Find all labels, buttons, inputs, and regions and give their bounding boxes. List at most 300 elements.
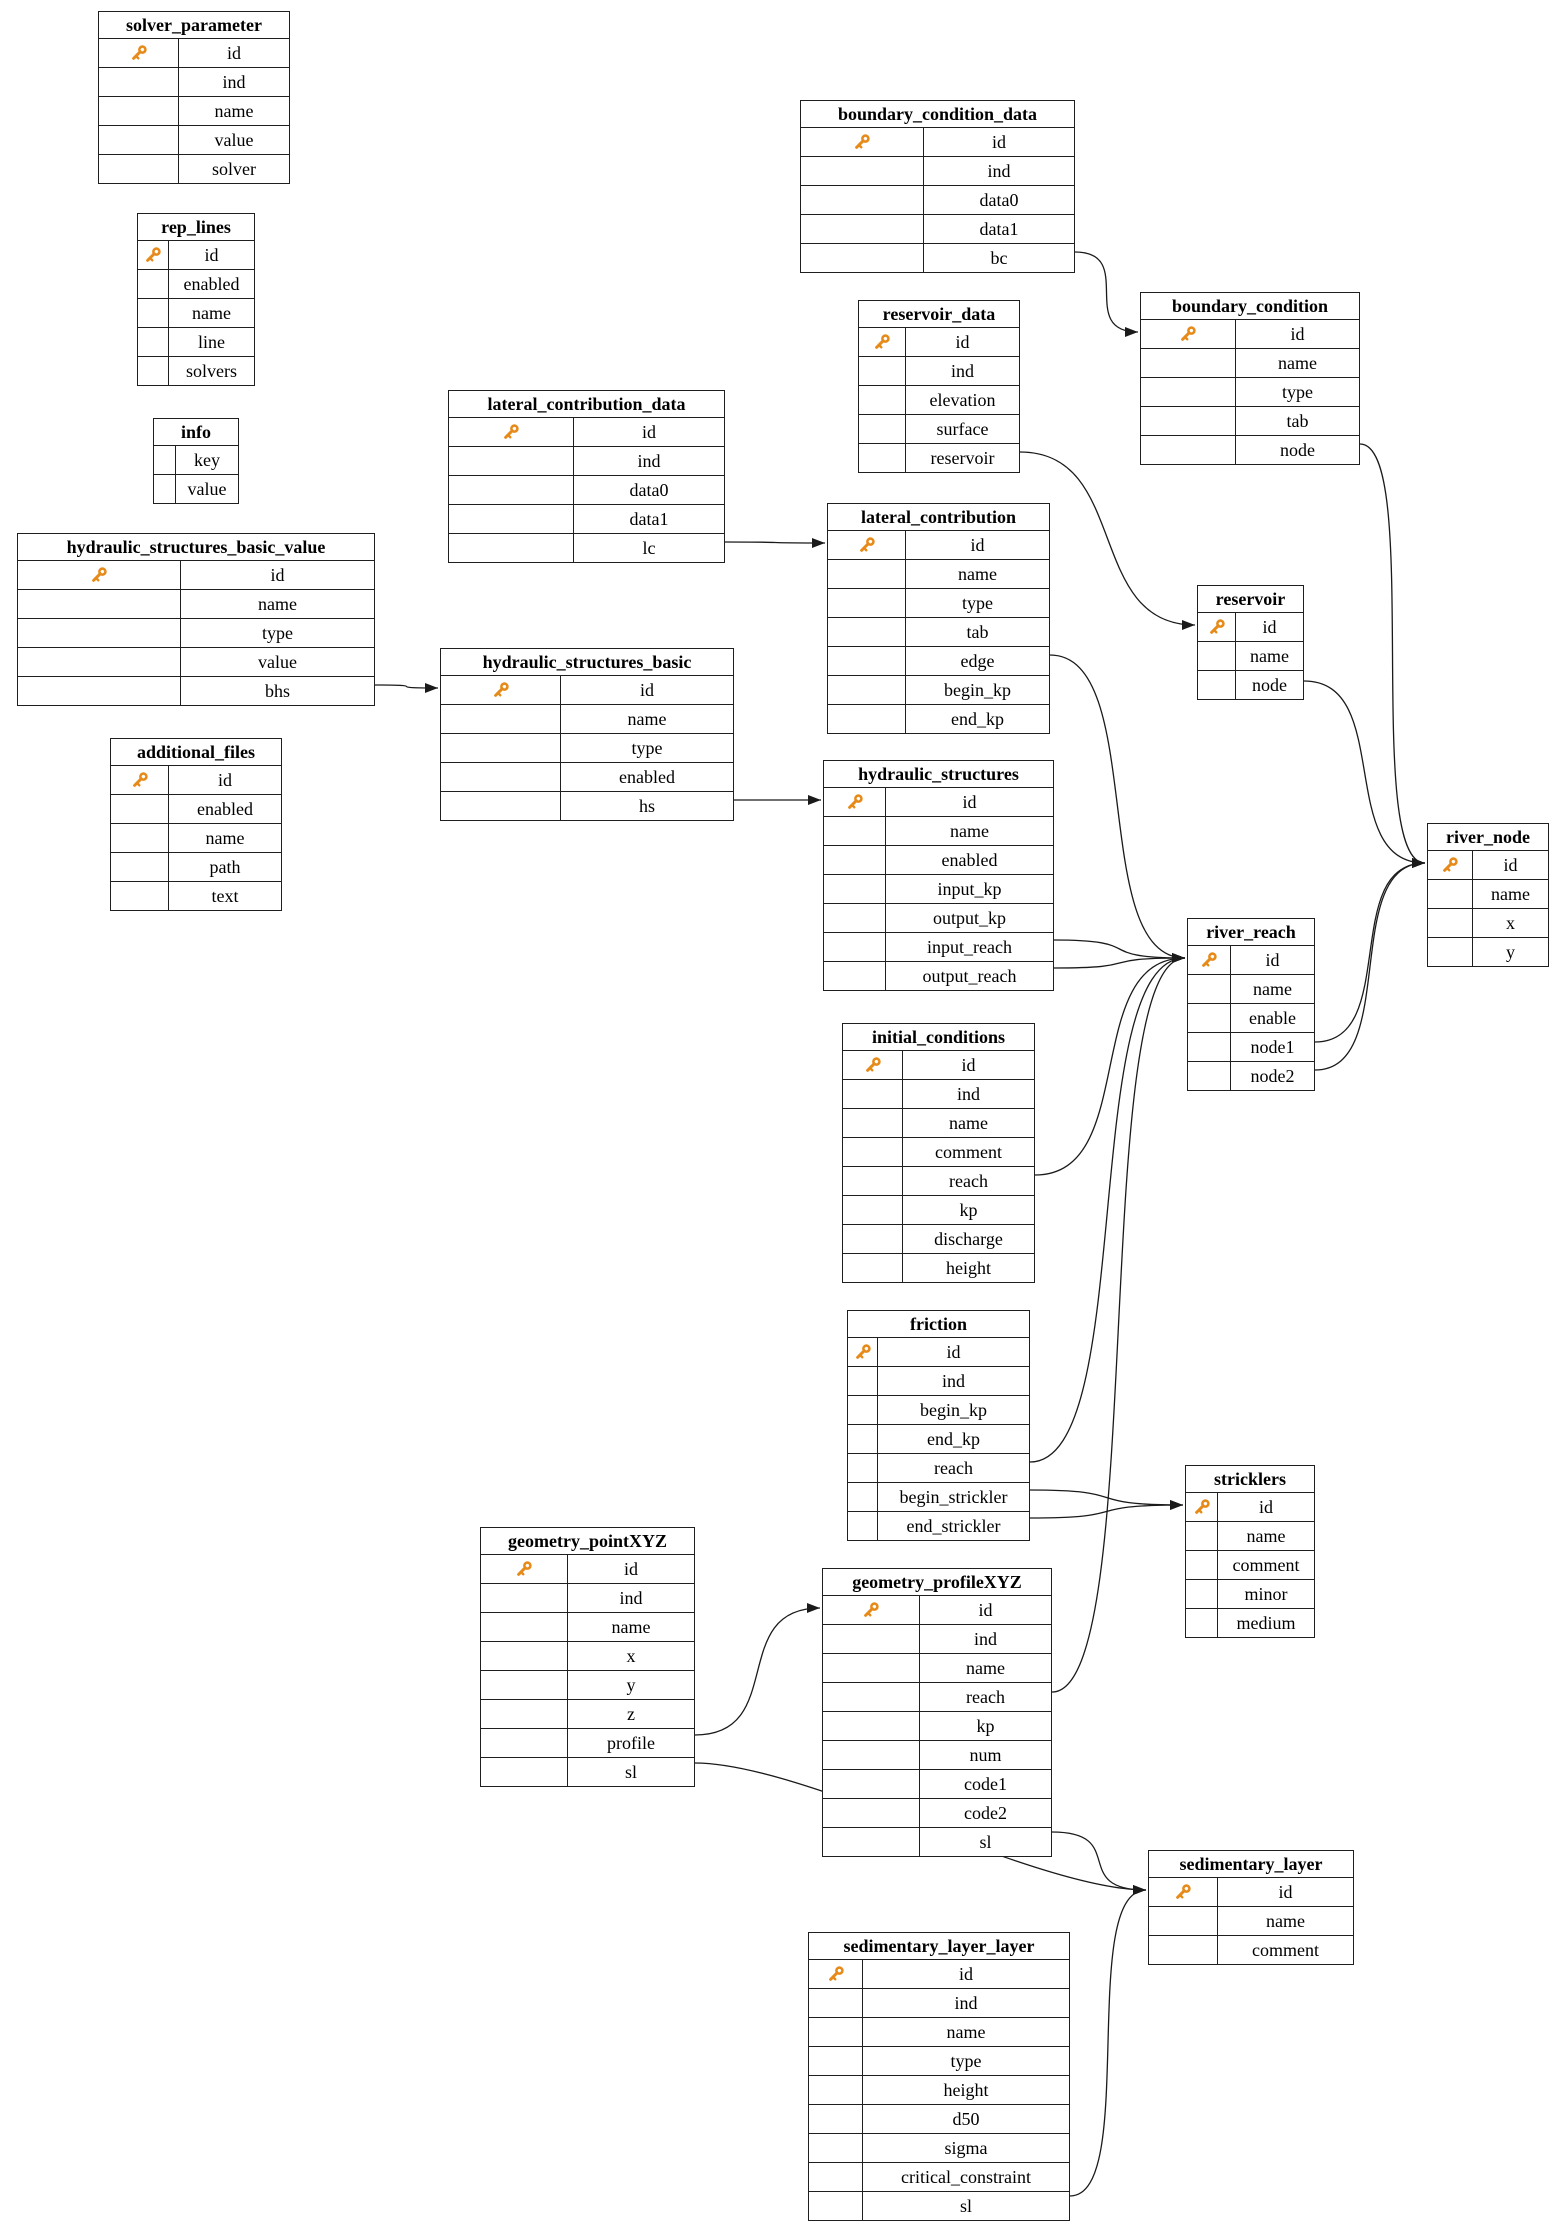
field-label: input_kp bbox=[937, 878, 1002, 899]
table-row bbox=[859, 415, 1019, 444]
table-title: solver_parameter bbox=[99, 12, 289, 39]
field-label: id bbox=[1262, 616, 1277, 637]
field-label: type bbox=[950, 2050, 982, 2071]
table-row bbox=[843, 1225, 1034, 1254]
key-cell-empty bbox=[99, 126, 179, 154]
field-label: ind bbox=[987, 160, 1011, 181]
field-label: name bbox=[946, 2021, 986, 2042]
primary-key-icon bbox=[491, 680, 511, 700]
key-cell-empty bbox=[824, 875, 886, 903]
field-label: name bbox=[1266, 1910, 1305, 1931]
edge-boundary_condition.node-to-river_node bbox=[1360, 444, 1425, 863]
table-title: river_node bbox=[1428, 824, 1548, 851]
field-label: num bbox=[969, 1744, 1002, 1765]
field-label: id bbox=[978, 1599, 993, 1620]
table-hydraulic_structures bbox=[823, 760, 1054, 991]
key-cell-empty bbox=[138, 270, 169, 298]
field-label: reach bbox=[934, 1457, 973, 1478]
key-cell-empty bbox=[481, 1700, 568, 1728]
table-row bbox=[1188, 946, 1314, 975]
field-label: id bbox=[961, 1054, 976, 1075]
table-title: sedimentary_layer bbox=[1149, 1851, 1353, 1878]
field-label: reach bbox=[949, 1170, 988, 1191]
table-row bbox=[843, 1254, 1034, 1282]
primary-key-icon bbox=[857, 535, 877, 555]
field-label: minor bbox=[1244, 1583, 1288, 1604]
field-label: ind bbox=[637, 450, 661, 471]
table-row bbox=[809, 2076, 1069, 2105]
key-cell-empty bbox=[809, 2018, 863, 2046]
table-river_node bbox=[1427, 823, 1549, 967]
primary-key-cell bbox=[18, 561, 181, 589]
key-cell-empty bbox=[441, 792, 561, 820]
table-sedimentary_layer_layer bbox=[808, 1932, 1070, 2221]
key-cell-empty bbox=[828, 618, 906, 646]
key-cell-empty bbox=[809, 2047, 863, 2075]
table-row bbox=[801, 244, 1074, 272]
key-cell-empty bbox=[801, 215, 924, 243]
table-row bbox=[111, 795, 281, 824]
table-row bbox=[848, 1483, 1029, 1512]
table-row bbox=[481, 1584, 694, 1613]
key-cell-empty bbox=[843, 1109, 903, 1137]
key-cell-empty bbox=[481, 1729, 568, 1757]
field-label: name bbox=[1250, 645, 1289, 666]
key-cell-empty bbox=[823, 1625, 920, 1653]
primary-key-cell bbox=[843, 1051, 903, 1079]
table-row bbox=[823, 1596, 1051, 1625]
field-label: enabled bbox=[197, 798, 253, 819]
table-title: lateral_contribution_data bbox=[449, 391, 724, 418]
field-label: name bbox=[627, 708, 667, 729]
field-label: x bbox=[1506, 912, 1515, 933]
table-row bbox=[481, 1555, 694, 1584]
key-cell-empty bbox=[843, 1080, 903, 1108]
table-additional_files bbox=[110, 738, 282, 911]
field-label: ind bbox=[973, 1628, 997, 1649]
table-title: sedimentary_layer_layer bbox=[809, 1933, 1069, 1960]
key-cell-empty bbox=[138, 299, 169, 327]
table-row bbox=[848, 1396, 1029, 1425]
field-label: enable bbox=[1249, 1007, 1296, 1028]
table-row bbox=[824, 846, 1053, 875]
primary-key-cell bbox=[848, 1338, 878, 1366]
field-label: elevation bbox=[929, 389, 996, 410]
field-label: kp bbox=[976, 1715, 995, 1736]
table-rep_lines bbox=[137, 213, 255, 386]
table-row bbox=[843, 1109, 1034, 1138]
field-label: bc bbox=[990, 247, 1008, 268]
field-label: y bbox=[1506, 941, 1515, 962]
primary-key-icon bbox=[1199, 950, 1219, 970]
table-row bbox=[111, 882, 281, 910]
field-label: y bbox=[626, 1674, 636, 1695]
table-row bbox=[843, 1051, 1034, 1080]
key-cell-empty bbox=[99, 97, 179, 125]
field-label: reach bbox=[966, 1686, 1005, 1707]
table-solver_parameter bbox=[98, 11, 290, 184]
edge-hydraulic_structures.output_reach-to-river_reach bbox=[1054, 958, 1185, 968]
field-label: id bbox=[1290, 323, 1305, 344]
edge-initial_conditions.reach-to-river_reach bbox=[1035, 958, 1185, 1175]
primary-key-cell bbox=[111, 766, 169, 794]
key-cell-empty bbox=[1186, 1522, 1218, 1550]
primary-key-icon bbox=[853, 1342, 873, 1362]
primary-key-cell bbox=[823, 1596, 920, 1624]
key-cell-empty bbox=[449, 476, 574, 504]
table-row bbox=[99, 126, 289, 155]
field-label: comment bbox=[1232, 1554, 1300, 1575]
key-cell-empty bbox=[481, 1584, 568, 1612]
table-row bbox=[111, 766, 281, 795]
table-row bbox=[18, 561, 374, 590]
primary-key-cell bbox=[1198, 613, 1236, 641]
table-title: friction bbox=[848, 1311, 1029, 1338]
primary-key-icon bbox=[143, 245, 163, 265]
key-cell-empty bbox=[823, 1741, 920, 1769]
table-row bbox=[1428, 851, 1548, 880]
primary-key-icon bbox=[1178, 324, 1198, 344]
table-row bbox=[828, 589, 1049, 618]
table-row bbox=[111, 853, 281, 882]
edge-hydraulic_structures.input_reach-to-river_reach bbox=[1054, 940, 1185, 958]
primary-key-icon bbox=[1173, 1882, 1193, 1902]
table-row bbox=[809, 1960, 1069, 1989]
field-label: ind bbox=[950, 360, 974, 381]
field-label: code2 bbox=[964, 1802, 1007, 1823]
key-cell-empty bbox=[824, 962, 886, 990]
key-cell-empty bbox=[823, 1828, 920, 1856]
field-label: id bbox=[1258, 1496, 1273, 1517]
table-row bbox=[1149, 1936, 1353, 1964]
key-cell-empty bbox=[138, 357, 169, 385]
edge-boundary_condition_data.bc-to-boundary_condition bbox=[1075, 252, 1138, 332]
table-boundary_condition bbox=[1140, 292, 1360, 465]
key-cell-empty bbox=[848, 1483, 878, 1511]
table-row bbox=[1141, 349, 1359, 378]
table-row bbox=[801, 186, 1074, 215]
table-row bbox=[18, 677, 374, 705]
field-label: enabled bbox=[941, 849, 998, 870]
field-label: sigma bbox=[944, 2137, 988, 2158]
field-label: height bbox=[946, 1257, 991, 1278]
field-label: begin_kp bbox=[920, 1399, 987, 1420]
table-row bbox=[1198, 613, 1303, 642]
table-title: lateral_contribution bbox=[828, 504, 1049, 531]
key-cell-empty bbox=[1188, 975, 1231, 1003]
edge-geometry_profileXYZ.reach-to-river_reach bbox=[1052, 958, 1185, 1692]
key-cell-empty bbox=[449, 505, 574, 533]
edge-river_reach.node2-to-river_node bbox=[1315, 863, 1425, 1070]
field-label: output_kp bbox=[932, 907, 1006, 928]
field-label: sl bbox=[624, 1761, 637, 1782]
key-cell-empty bbox=[111, 853, 169, 881]
table-row bbox=[801, 157, 1074, 186]
key-cell-empty bbox=[1141, 436, 1236, 464]
table-row bbox=[823, 1799, 1051, 1828]
field-label: id bbox=[641, 421, 656, 442]
field-label: height bbox=[943, 2079, 989, 2100]
primary-key-icon bbox=[1440, 855, 1460, 875]
table-row bbox=[1141, 320, 1359, 349]
table-row bbox=[481, 1671, 694, 1700]
table-row bbox=[859, 386, 1019, 415]
table-title: hydraulic_structures_basic_value bbox=[18, 534, 374, 561]
key-cell-empty bbox=[823, 1712, 920, 1740]
table-row bbox=[1186, 1522, 1314, 1551]
table-title: river_reach bbox=[1188, 919, 1314, 946]
primary-key-icon bbox=[89, 565, 109, 585]
table-row bbox=[441, 705, 733, 734]
field-label: comment bbox=[935, 1141, 1002, 1162]
key-cell-empty bbox=[848, 1396, 878, 1424]
table-row bbox=[441, 792, 733, 820]
primary-key-icon bbox=[130, 770, 150, 790]
table-row bbox=[843, 1196, 1034, 1225]
table-row bbox=[809, 2047, 1069, 2076]
table-row bbox=[481, 1758, 694, 1786]
table-row bbox=[481, 1729, 694, 1758]
field-label: output_reach bbox=[922, 965, 1017, 986]
field-label: data0 bbox=[979, 189, 1019, 210]
field-label: name bbox=[258, 593, 297, 614]
table-row bbox=[823, 1654, 1051, 1683]
field-label: name bbox=[1491, 883, 1530, 904]
field-label: kp bbox=[959, 1199, 978, 1220]
table-title: additional_files bbox=[111, 739, 281, 766]
table-row bbox=[859, 357, 1019, 386]
field-label: data1 bbox=[979, 218, 1019, 239]
field-label: id bbox=[270, 564, 285, 585]
table-row bbox=[824, 933, 1053, 962]
field-label: node1 bbox=[1250, 1036, 1295, 1057]
table-row bbox=[1428, 880, 1548, 909]
field-label: name bbox=[611, 1616, 651, 1637]
field-label: comment bbox=[1252, 1939, 1319, 1960]
primary-key-cell bbox=[1141, 320, 1236, 348]
key-cell-empty bbox=[449, 447, 574, 475]
table-title: reservoir_data bbox=[859, 301, 1019, 328]
table-row bbox=[1198, 671, 1303, 699]
primary-key-cell bbox=[441, 676, 561, 704]
field-label: id bbox=[1503, 854, 1518, 875]
field-label: lc bbox=[642, 537, 656, 558]
table-row bbox=[828, 676, 1049, 705]
field-label: data1 bbox=[629, 508, 669, 529]
table-row bbox=[481, 1700, 694, 1729]
key-cell-empty bbox=[111, 824, 169, 852]
primary-key-cell bbox=[828, 531, 906, 559]
primary-key-cell bbox=[481, 1555, 568, 1583]
field-label: begin_kp bbox=[944, 679, 1011, 700]
table-row bbox=[1186, 1609, 1314, 1637]
field-label: id bbox=[1265, 949, 1280, 970]
primary-key-cell bbox=[1428, 851, 1473, 879]
key-cell-empty bbox=[823, 1799, 920, 1827]
field-label: id bbox=[226, 42, 241, 63]
field-label: begin_strickler bbox=[899, 1486, 1008, 1507]
key-cell-empty bbox=[99, 155, 179, 183]
field-label: enabled bbox=[619, 766, 675, 787]
table-geometry_profileXYZ bbox=[822, 1568, 1052, 1857]
key-cell-empty bbox=[823, 1683, 920, 1711]
table-lateral_contribution_data bbox=[448, 390, 725, 563]
table-row bbox=[449, 447, 724, 476]
edge-lateral_contribution_data.lc-to-lateral_contribution bbox=[725, 542, 825, 543]
field-label: text bbox=[211, 885, 239, 906]
table-row bbox=[824, 904, 1053, 933]
table-title: reservoir bbox=[1198, 586, 1303, 613]
table-title: hydraulic_structures bbox=[824, 761, 1053, 788]
field-label: end_kp bbox=[951, 708, 1004, 729]
key-cell-empty bbox=[1428, 938, 1473, 966]
table-row bbox=[843, 1138, 1034, 1167]
edge-hydraulic_structures_basic_value.bhs-to-hydraulic_structures_basic bbox=[375, 685, 438, 688]
table-row bbox=[828, 647, 1049, 676]
table-row bbox=[843, 1167, 1034, 1196]
table-row bbox=[809, 2105, 1069, 2134]
table-row bbox=[1188, 1004, 1314, 1033]
key-cell-empty bbox=[441, 734, 561, 762]
field-label: id bbox=[639, 679, 654, 700]
key-cell-empty bbox=[859, 415, 906, 443]
primary-key-icon bbox=[826, 1964, 846, 1984]
edge-reservoir.node-to-river_node bbox=[1304, 681, 1425, 863]
primary-key-icon bbox=[501, 422, 521, 442]
table-row bbox=[828, 531, 1049, 560]
table-row bbox=[828, 618, 1049, 647]
edge-friction.end_strickler-to-stricklers bbox=[1030, 1505, 1183, 1518]
primary-key-cell bbox=[801, 128, 924, 156]
table-row bbox=[848, 1338, 1029, 1367]
field-label: tab bbox=[966, 621, 989, 642]
key-cell-empty bbox=[801, 157, 924, 185]
field-label: id bbox=[217, 769, 232, 790]
table-reservoir_data bbox=[858, 300, 1020, 473]
key-cell-empty bbox=[848, 1454, 878, 1482]
table-title: rep_lines bbox=[138, 214, 254, 241]
table-row bbox=[823, 1828, 1051, 1856]
primary-key-cell bbox=[99, 39, 179, 67]
key-cell-empty bbox=[154, 446, 176, 474]
key-cell-empty bbox=[1141, 407, 1236, 435]
table-row bbox=[18, 590, 374, 619]
field-label: sl bbox=[959, 2195, 972, 2216]
primary-key-icon bbox=[852, 132, 872, 152]
primary-key-icon bbox=[861, 1600, 881, 1620]
key-cell-empty bbox=[1141, 378, 1236, 406]
primary-key-cell bbox=[1188, 946, 1231, 974]
field-label: id bbox=[946, 1341, 961, 1362]
table-row bbox=[1149, 1907, 1353, 1936]
table-row bbox=[138, 241, 254, 270]
table-row bbox=[801, 215, 1074, 244]
key-cell-empty bbox=[1186, 1609, 1218, 1637]
table-row bbox=[1428, 938, 1548, 966]
key-cell-empty bbox=[809, 1989, 863, 2017]
table-row bbox=[441, 734, 733, 763]
field-label: edge bbox=[960, 650, 995, 671]
table-row bbox=[824, 962, 1053, 990]
key-cell-empty bbox=[1186, 1580, 1218, 1608]
field-label: name bbox=[205, 827, 245, 848]
primary-key-icon bbox=[1207, 617, 1227, 637]
field-label: name bbox=[1253, 978, 1292, 999]
key-cell-empty bbox=[828, 589, 906, 617]
table-row bbox=[449, 534, 724, 562]
key-cell-empty bbox=[809, 2192, 863, 2220]
key-cell-empty bbox=[859, 444, 906, 472]
table-row bbox=[449, 476, 724, 505]
field-label: profile bbox=[607, 1732, 655, 1753]
field-label: discharge bbox=[934, 1228, 1003, 1249]
table-row bbox=[18, 648, 374, 677]
table-row bbox=[481, 1642, 694, 1671]
field-label: surface bbox=[936, 418, 989, 439]
field-label: value bbox=[187, 478, 227, 499]
table-info bbox=[153, 418, 239, 504]
field-label: code1 bbox=[964, 1773, 1007, 1794]
table-reservoir bbox=[1197, 585, 1304, 700]
key-cell-empty bbox=[18, 677, 181, 705]
key-cell-empty bbox=[1188, 1033, 1231, 1061]
field-label: name bbox=[192, 302, 231, 323]
field-label: data0 bbox=[629, 479, 669, 500]
key-cell-empty bbox=[823, 1770, 920, 1798]
field-label: id bbox=[955, 331, 970, 352]
table-initial_conditions bbox=[842, 1023, 1035, 1283]
key-cell-empty bbox=[824, 846, 886, 874]
key-cell-empty bbox=[843, 1254, 903, 1282]
key-cell-empty bbox=[1141, 349, 1236, 377]
field-label: hs bbox=[638, 795, 655, 816]
field-label: type bbox=[1282, 381, 1313, 402]
table-row bbox=[441, 676, 733, 705]
table-row bbox=[99, 97, 289, 126]
table-title: hydraulic_structures_basic bbox=[441, 649, 733, 676]
table-row bbox=[843, 1080, 1034, 1109]
key-cell-empty bbox=[824, 933, 886, 961]
key-cell-empty bbox=[99, 68, 179, 96]
field-label: name bbox=[949, 1112, 988, 1133]
table-row bbox=[859, 328, 1019, 357]
table-title: boundary_condition_data bbox=[801, 101, 1074, 128]
key-cell-empty bbox=[824, 904, 886, 932]
table-row bbox=[1428, 909, 1548, 938]
table-row bbox=[154, 475, 238, 503]
table-geometry_pointXYZ bbox=[480, 1527, 695, 1787]
key-cell-empty bbox=[823, 1654, 920, 1682]
key-cell-empty bbox=[1428, 880, 1473, 908]
table-title: boundary_condition bbox=[1141, 293, 1359, 320]
key-cell-empty bbox=[1188, 1062, 1231, 1090]
table-row bbox=[138, 328, 254, 357]
primary-key-icon bbox=[863, 1055, 883, 1075]
field-label: id bbox=[991, 131, 1006, 152]
field-label: node bbox=[1252, 674, 1287, 695]
key-cell-empty bbox=[111, 795, 169, 823]
key-cell-empty bbox=[481, 1613, 568, 1641]
key-cell-empty bbox=[138, 328, 169, 356]
field-label: name bbox=[950, 820, 989, 841]
key-cell-empty bbox=[848, 1367, 878, 1395]
key-cell-empty bbox=[18, 648, 181, 676]
key-cell-empty bbox=[481, 1642, 568, 1670]
field-label: id bbox=[962, 791, 977, 812]
table-row bbox=[809, 2018, 1069, 2047]
key-cell-empty bbox=[859, 357, 906, 385]
field-label: name bbox=[214, 100, 254, 121]
